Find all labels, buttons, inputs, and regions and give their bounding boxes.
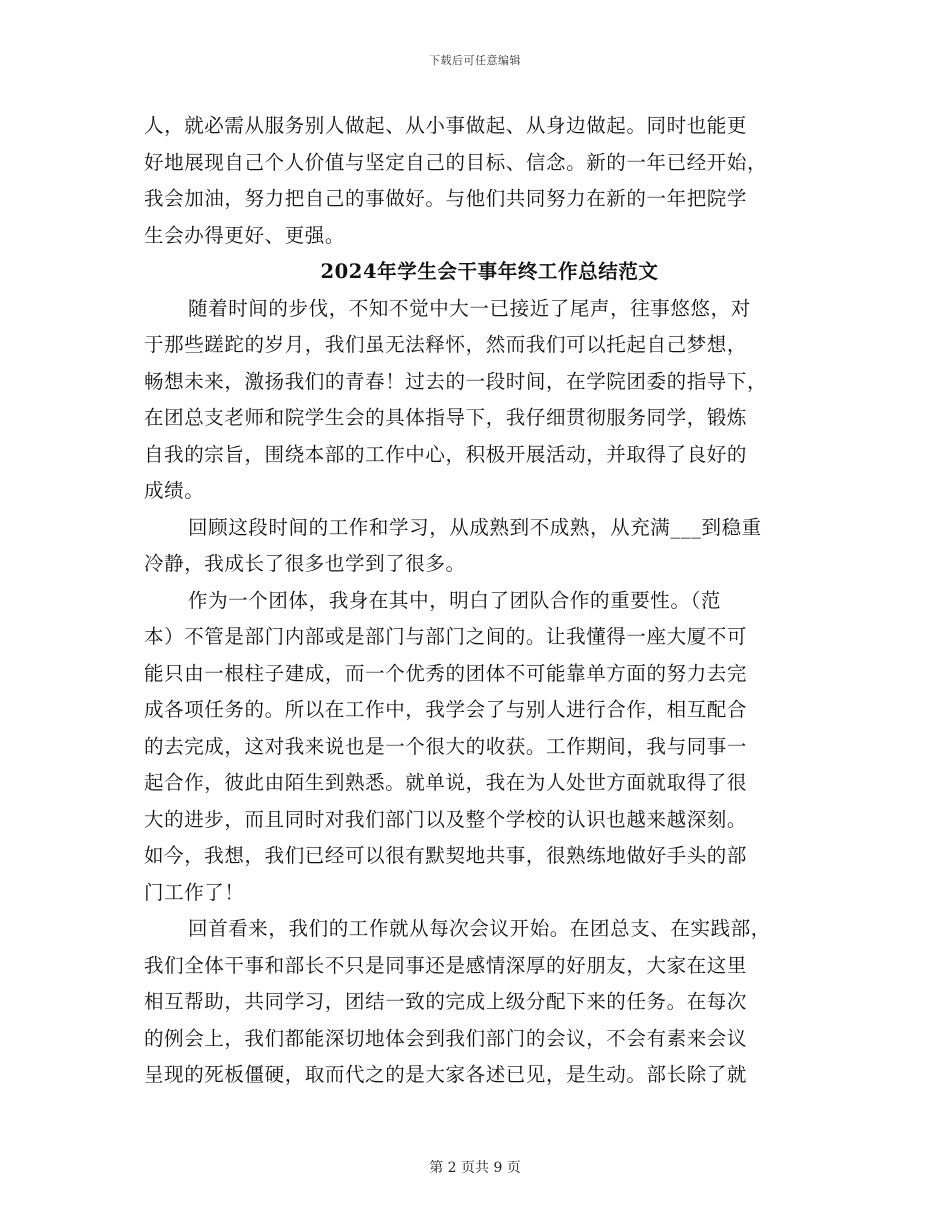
body-line: 自我的宗旨，围绕本部的工作中心，积极开展活动，并取得了良好的 [144, 442, 748, 466]
body-line: 起合作，彼此由陌生到熟悉。就单说，我在为人处世方面就取得了很 [144, 771, 748, 794]
body-line: 的例会上，我们都能深切地体会到我们部门的会议，不会有素来会议 [144, 1026, 748, 1050]
body-line: 成绩。 [144, 479, 205, 502]
body-line: 人，就必需从服务别人做起、从小事做起、从身边做起。同时也能更 [144, 114, 748, 137]
paragraph-start-line: 回顾这段时间的工作和学习，从成熟到不成熟，从充满___到稳重 [188, 515, 762, 539]
document-body [144, 108, 809, 1094]
body-line: 呈现的死板僵硬，取而代之的是大家各述已见，是生动。部长除了就 [144, 1063, 748, 1086]
section-title: 2024年学生会干事年终工作总结范文 [320, 260, 659, 283]
body-line: 畅想未来，激扬我们的青春！过去的一段时间，在学院团委的指导下， [144, 369, 768, 393]
body-line: 冷静，我成长了很多也学到了很多。 [144, 552, 466, 575]
body-line: 如今，我想，我们已经可以很有默契地共事，很熟练地做好手头的部 [144, 844, 748, 867]
paragraph-start-line: 作为一个团体，我身在其中，明白了团队合作的重要性。（范 [188, 588, 721, 612]
paragraph-start-line: 随着时间的步伐，不知不觉中大一已接近了尾声，往事悠悠，对 [188, 296, 751, 320]
page-header: 下载后可任意编辑 [429, 54, 521, 67]
body-line: 相互帮助，共同学习，团结一致的完成上级分配下来的任务。在每次 [144, 990, 748, 1013]
body-line: 本）不管是部门内部或是部门与部门之间的。让我懂得一座大厦不可 [144, 625, 748, 648]
body-line: 我会加油，努力把自己的事做好。与他们共同努力在新的一年把院学 [144, 187, 748, 210]
body-line: 生会办得更好、更强。 [144, 223, 346, 247]
body-line: 于那些蹉跎的岁月，我们虽无法释怀，然而我们可以托起自己梦想， [144, 333, 748, 356]
body-line: 成各项任务的。所以在工作中，我学会了与别人进行合作，相互配合 [144, 698, 748, 721]
body-line: 能只由一根柱子建成，而一个优秀的团体不可能靠单方面的努力去完 [144, 661, 748, 685]
body-line: 在团总支老师和院学生会的具体指导下，我仔细贯彻服务同学，锻炼 [144, 406, 748, 429]
body-line: 大的进步，而且同时对我们部门以及整个学校的认识也越来越深刻。 [144, 807, 748, 831]
page-number: 第 2 页共 9 页 [429, 1160, 521, 1176]
body-line: 我们全体干事和部长不只是同事还是感情深厚的好朋友，大家在这里 [144, 953, 748, 977]
body-line: 门工作了！ [144, 880, 245, 904]
paragraph-start-line: 回首看来，我们的工作就从每次会议开始。在团总支、在实践部， [188, 917, 771, 940]
body-line: 的去完成，这对我来说也是一个很大的收获。工作期间，我与同事一 [144, 734, 748, 758]
body-line: 好地展现自己个人价值与坚定自己的目标、信念。新的一年已经开始， [144, 150, 768, 174]
